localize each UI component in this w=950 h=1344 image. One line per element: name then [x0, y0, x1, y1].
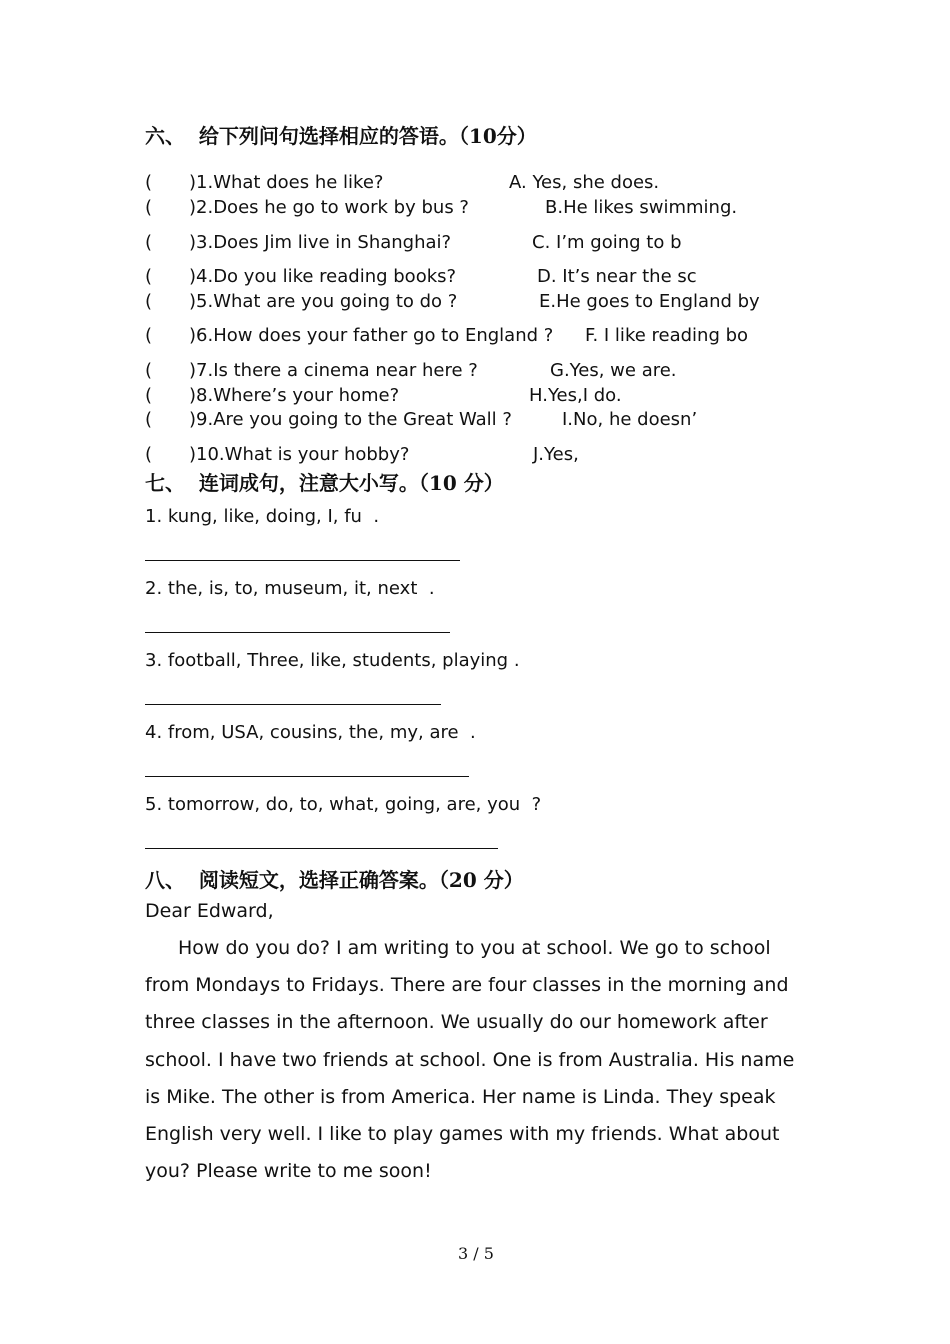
answer-blank-9[interactable]: (: [145, 409, 153, 430]
sentence-prompt-4: 4. from, USA, cousins, the, my, are .: [145, 722, 476, 743]
answer-line-4[interactable]: [145, 776, 469, 777]
answer-blank-4[interactable]: (: [145, 266, 153, 287]
section-7-heading: 七、 连词成句，注意大小写。（10 分）: [145, 471, 504, 495]
question-1: )1.What does he like?: [189, 172, 384, 193]
answer-b: B.He likes swimming.: [545, 197, 738, 218]
answer-blank-5[interactable]: (: [145, 291, 153, 312]
page-number: 3 / 5: [458, 1244, 494, 1263]
section-8-heading: 八、 阅读短文，选择正确答案。（20 分）: [145, 868, 524, 892]
sentence-prompt-3: 3. football, Three, like, students, playing .: [145, 650, 520, 671]
answer-blank-3[interactable]: (: [145, 232, 153, 253]
answer-d: D. It’s near the sc: [537, 266, 697, 287]
answer-e: E.He goes to England by: [539, 291, 760, 312]
letter-salutation: Dear Edward,: [145, 900, 274, 922]
question-10: )10.What is your hobby?: [189, 444, 410, 465]
sentence-prompt-2: 2. the, is, to, museum, it, next .: [145, 578, 435, 599]
sentence-prompt-5: 5. tomorrow, do, to, what, going, are, you ?: [145, 794, 542, 815]
question-4: )4.Do you like reading books?: [189, 266, 457, 287]
answer-h: H.Yes,I do.: [529, 385, 622, 406]
question-6: )6.How does your father go to England ?: [189, 325, 554, 346]
reading-passage: [145, 930, 815, 1190]
answer-blank-10[interactable]: (: [145, 444, 153, 465]
question-3: )3.Does Jim live in Shanghai?: [189, 232, 452, 253]
answer-f: F. I like reading bo: [585, 325, 749, 346]
answer-line-3[interactable]: [145, 704, 441, 705]
answer-g: G.Yes, we are.: [550, 360, 677, 381]
answer-j: J.Yes,: [533, 444, 579, 465]
section-6-heading: 六、 给下列问句选择相应的答语。（10分）: [145, 124, 537, 148]
answer-line-1[interactable]: [145, 560, 460, 561]
answer-a: A. Yes, she does.: [509, 172, 660, 193]
passage-body: How do you do? I am writing to you at school. We go to school from Mondays to Fridays. There are four classes in the morning and three classes in the afternoon. We usually do our homework after school. I have two friends at school. One is from Australia. His name is Mike. The other is from America. Her name is Linda. They speak English very well. I like to play games with my friends. What about you? Please write to me soon!: [145, 937, 795, 1183]
answer-blank-8[interactable]: (: [145, 385, 153, 406]
answer-line-5[interactable]: [145, 848, 498, 849]
sentence-prompt-1: 1. kung, like, doing, I, fu .: [145, 506, 380, 527]
question-7: )7.Is there a cinema near here ?: [189, 360, 478, 381]
answer-line-2[interactable]: [145, 632, 450, 633]
answer-blank-6[interactable]: (: [145, 325, 153, 346]
question-5: )5.What are you going to do ?: [189, 291, 458, 312]
answer-blank-2[interactable]: (: [145, 197, 153, 218]
answer-c: C. I’m going to b: [532, 232, 682, 253]
question-8: )8.Where’s your home?: [189, 385, 400, 406]
question-2: )2.Does he go to work by bus ?: [189, 197, 469, 218]
answer-i: I.No, he doesn’: [562, 409, 698, 430]
answer-blank-7[interactable]: (: [145, 360, 153, 381]
question-9: )9.Are you going to the Great Wall ?: [189, 409, 512, 430]
answer-blank-1[interactable]: (: [145, 172, 153, 193]
